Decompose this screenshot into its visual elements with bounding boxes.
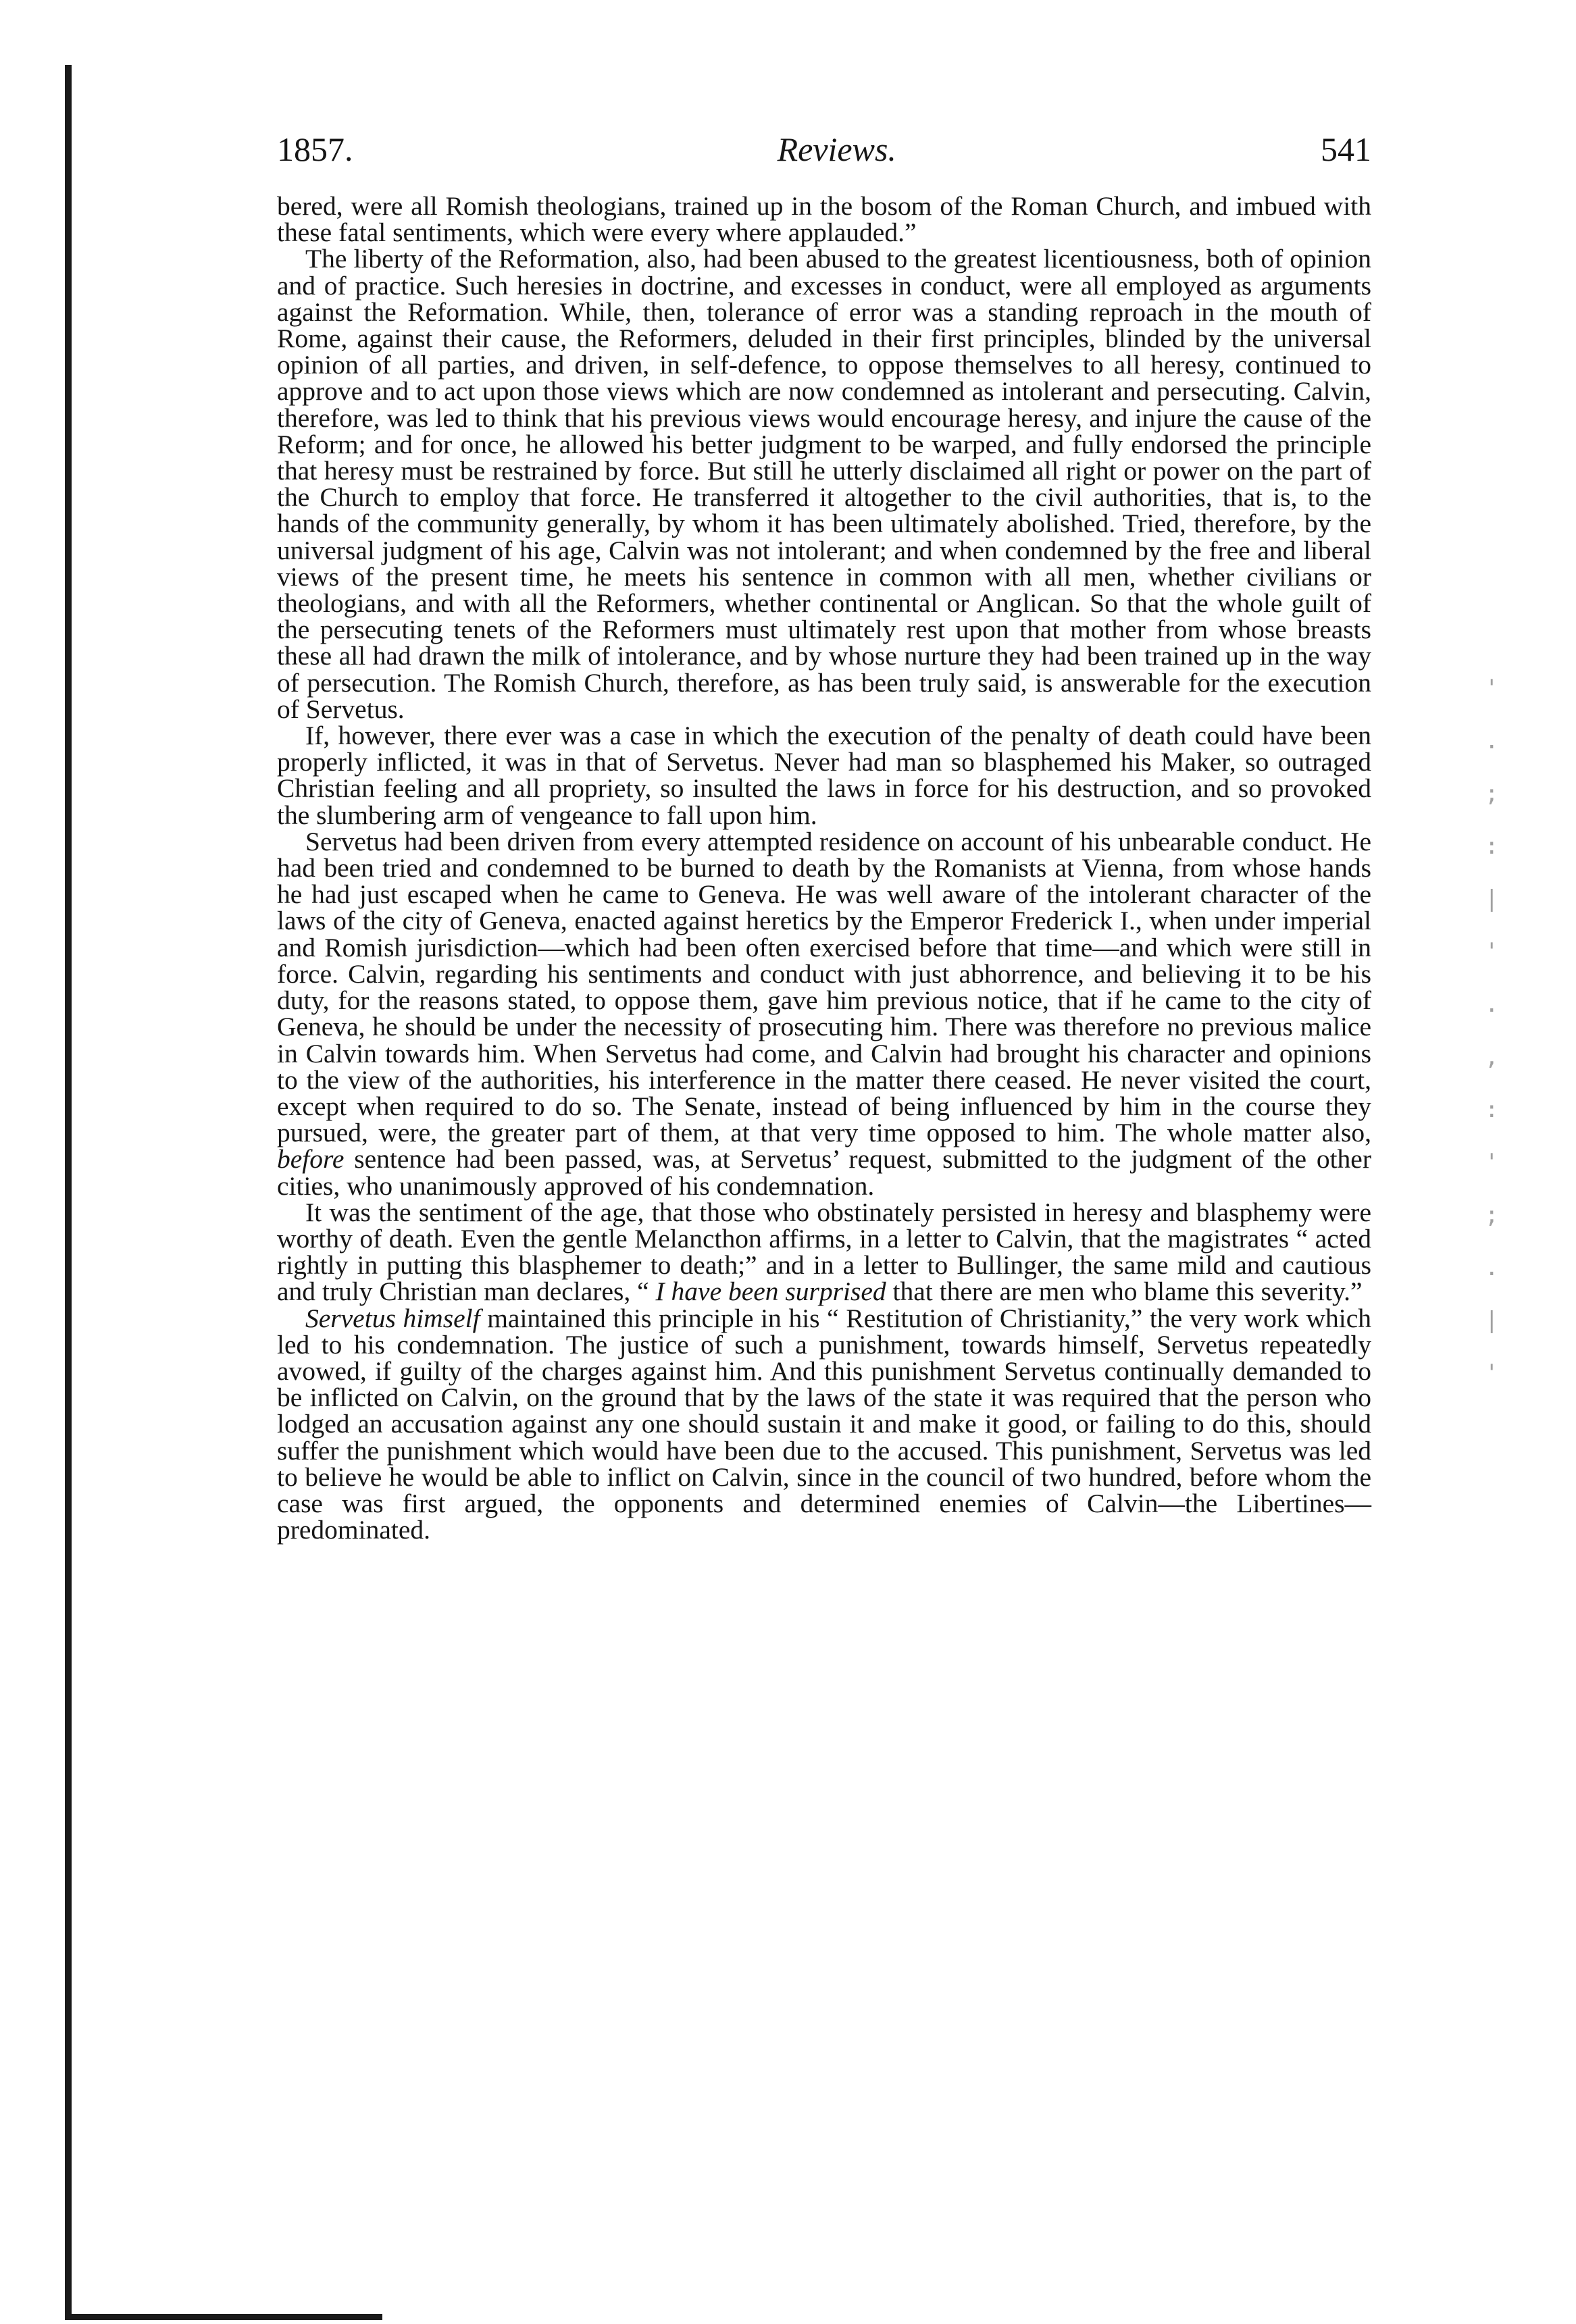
paragraph xyxy=(277,723,1371,829)
page-bottom-edge xyxy=(65,2314,382,2320)
italic-text: Servetus himself xyxy=(305,1303,480,1333)
paragraph xyxy=(277,1303,1371,1545)
header-page-number: 541 xyxy=(1320,130,1371,168)
header-year: 1857. xyxy=(277,130,353,168)
paragraph-text: Servetus had been driven from every attempted residence on account of his unbearable conduct. He had been tried and condemned to be burned to death by the Romanists at Vienna, from whose hands he had just escaped when he came to Geneva. He was well aware of the intolerant character of the laws of the city of Geneva, enacted against heretics by the Emperor Frederick I., when under imperial and Romish jurisdiction—which had been often exercised before that time—and which were still in force. Calvin, regarding his sentiments and conduct with just abhorrence, and believing it to be his duty, for the reasons stated, to oppose them, gave him previous notice, that if he came to the city of Geneva, he should be under the necessity of prosecuting him. There was therefore no previous malice in Calvin towards him. When Servetus had come, and Calvin had brought his character and opinions to the view of the authorities, his interference in the matter there ceased. He never visited the court, except when required to do so. The Senate, instead of being influenced by him in the course they pursued, were, the greater part of them, at that very time opposed to him. The whole matter also, xyxy=(277,826,1371,1148)
page-binding-edge xyxy=(65,65,72,2319)
paragraph-text: sentence had been passed, was, at Servetus’ request, submitted to the judgment of the other cities, who unanimously approved of his condemnation. xyxy=(277,1144,1371,1201)
paragraph-text: bered, were all Romish theologians, trained up in the bosom of the Roman Church, and imbued with these fatal sentiments, which were every where applauded.” xyxy=(277,191,1371,248)
paragraph-text: The liberty of the Reformation, also, had been abused to the greatest licentiousness, both of opinion and of practice. Such heresies in doctrine, and excesses in conduct, were all employed as arguments against the Reformation. While, then, tolerance of error was a standing reproach in the mouth of Rome, against their cause, the Reformers, deluded in their first principles, blinded by the universal opinion of all parties, and driven, in self-defence, to oppose themselves to all heresy, continued to approve and to act upon those views which are now condemned as intolerant and persecuting. Calvin, therefore, was led to think that his previous views would encourage heresy, and injure the cause of the Reform; and for once, he allowed his better judgment to be warped, and fully endorsed the principle that heresy must be restrained by force. But still he utterly disclaimed all right or power on the part of the Church to employ that force. He transferred it altogether to the civil authorities, that is, to the hands of the community generally, by whom it has been ultimately abolished. Tried, therefore, by the universal judgment of his age, Calvin was not intolerant; and when condemned by the free and liberal views of the present time, he meets his sentence in common with all men, whether civilians or theologians, and with all the Reformers, whether continental or Anglican. So that the whole guilt of the persecuting tenets of the Reformers must ultimately rest upon that mother from whose breasts these all had drawn the milk of intolerance, and by whose nurture they had been trained up in the way of persecution. The Romish Church, therefore, as has been truly said, is answerable for the execution of Servetus. xyxy=(277,244,1371,724)
italic-text: I have been surprised xyxy=(655,1276,886,1307)
body-text xyxy=(277,193,1371,1543)
paragraph-text: maintained this principle in his “ Restitution of Christianity,” the very work which led to his condemnation. The justice of such a punishment, towards himself, Servetus repeatedly avowed, if guilty of the charges against him. And this punishment Servetus continually demanded to be inflicted on Calvin, on the ground that by the laws of the state it was required that the person who lodged an accusation against any one should sustain it and make it good, or failing to do this, should suffer the punishment which would have been due to the accused. This punishment, Servetus was led to believe he would be able to inflict on Calvin, since in the council of two hundred, before whom the case was first argued, the opponents and determined enemies of Calvin—the Libertines—predominated. xyxy=(277,1303,1371,1545)
italic-text: before xyxy=(277,1144,345,1174)
gutter-bleed-through: ' . ; : | ' . , : ' ; . | ' xyxy=(1485,675,1499,1387)
paragraph xyxy=(277,193,1371,246)
paragraph-text: that there are men who blame this severity.” xyxy=(886,1276,1363,1307)
paragraph xyxy=(277,1199,1371,1306)
paragraph xyxy=(277,826,1371,1201)
paragraph-text: It was the sentiment of the age, that those who obstinately persisted in heresy and blasphemy were worthy of death. Even the gentle Melancthon affirms, in a letter to Calvin, that the magistrates “ acted rightly in putting this blasphemer to death;” and in a letter to Bullinger, the same mild and cautious and truly Christian man declares, “ xyxy=(277,1197,1371,1307)
header-running-title: Reviews. xyxy=(777,130,896,168)
page-header xyxy=(277,130,1371,177)
paragraph-text: If, however, there ever was a case in which the execution of the penalty of death could have been properly inflicted, it was in that of Servetus. Never had man so blasphemed his Maker, so outraged Christian feeling and all propriety, so insulted the laws in force for his destruction, and so provoked the slumbering arm of vengeance to fall upon him. xyxy=(277,721,1371,830)
paragraph xyxy=(277,246,1371,723)
